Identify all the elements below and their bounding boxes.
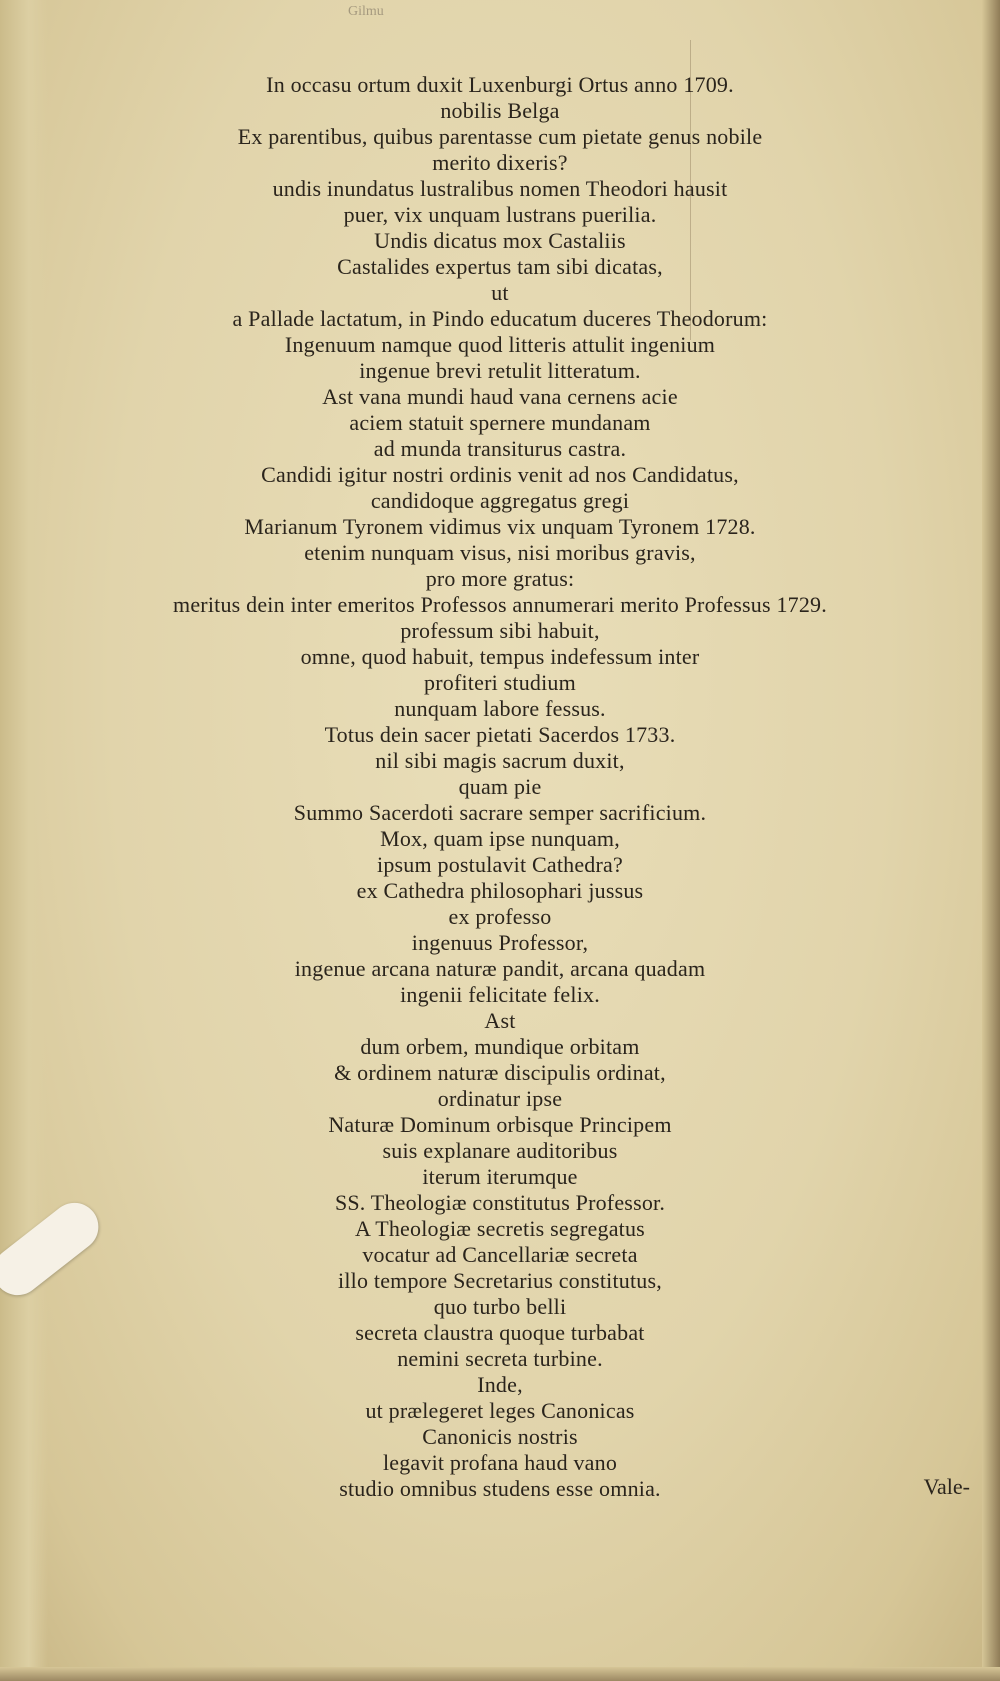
text-line: nemini secreta turbine. xyxy=(397,1346,603,1371)
text-line: candidoque aggregatus gregi xyxy=(370,488,630,513)
text-line: ingenuus Professor, xyxy=(411,930,589,955)
text-line: Candidi igitur nostri ordinis venit ad nos Candidatus, xyxy=(261,462,739,487)
text-line: Marianum Tyronem vidimus vix unquam Tyronem 1728. xyxy=(244,514,756,539)
text-line: ipsum postulavit Cathedra? xyxy=(377,852,623,877)
text-line: SS. Theologiæ constitutus Professor. xyxy=(334,1190,666,1215)
text-line: ut xyxy=(491,280,509,305)
text-line: undis inundatus lustralibus nomen Theodori hausit xyxy=(272,176,728,201)
text-line: Inde, xyxy=(477,1372,523,1397)
text-line: In occasu ortum duxit Luxenburgi Ortus anno 1709. xyxy=(266,72,734,97)
text-line: nunquam labore fessus. xyxy=(394,696,606,721)
text-line: Totus dein sacer pietati Sacerdos 1733. xyxy=(324,722,676,747)
text-line: profiteri studium xyxy=(424,670,576,695)
text-line: etenim nunquam visus, nisi moribus gravis, xyxy=(304,540,696,565)
text-line: quo turbo belli xyxy=(433,1294,567,1319)
text-line: omne, quod habuit, tempus indefessum inter xyxy=(300,644,700,669)
text-line: studio omnibus studens esse omnia. xyxy=(339,1476,661,1501)
text-line: suis explanare auditoribus xyxy=(382,1138,618,1163)
text-line: meritus dein inter emeritos Professos annumerari merito Professus 1729. xyxy=(173,592,827,617)
text-line: ut prælegeret leges Canonicas xyxy=(365,1398,635,1423)
text-line: ingenii felicitate felix. xyxy=(400,982,600,1007)
text-line: ordinatur ipse xyxy=(437,1086,563,1111)
text-line: & ordinem naturæ discipulis ordinat, xyxy=(334,1060,666,1085)
text-line: ingenue brevi retulit litteratum. xyxy=(359,358,641,383)
text-line: Castalides expertus tam sibi dicatas, xyxy=(337,254,663,279)
text-line: Ex parentibus, quibus parentasse cum pietate genus nobile xyxy=(237,124,763,149)
text-line: A Theologiæ secretis segregatus xyxy=(355,1216,645,1241)
text-line: Mox, quam ipse nunquam, xyxy=(380,826,620,851)
text-line: ingenue arcana naturæ pandit, arcana quadam xyxy=(294,956,706,981)
text-line: Ast xyxy=(484,1008,516,1033)
text-line: nil sibi magis sacrum duxit, xyxy=(375,748,625,773)
text-line: Naturæ Dominum orbisque Principem xyxy=(328,1112,672,1137)
text-line: puer, vix unquam lustrans puerilia. xyxy=(343,202,657,227)
header-mark: Gilmu xyxy=(348,4,384,19)
text-line: professum sibi habuit, xyxy=(400,618,600,643)
text-line: secreta claustra quoque turbabat xyxy=(355,1320,645,1345)
text-line: aciem statuit spernere mundanam xyxy=(349,410,651,435)
text-line: vocatur ad Cancellariæ secreta xyxy=(362,1242,638,1267)
catchword: Vale- xyxy=(923,1474,970,1499)
text-line: Ast vana mundi haud vana cernens acie xyxy=(322,384,678,409)
text-line: pro more gratus: xyxy=(425,566,575,591)
text-line: Summo Sacerdoti sacrare semper sacrificium. xyxy=(293,800,707,825)
text-line: nobilis Belga xyxy=(440,98,560,123)
text-line: Ingenuum namque quod litteris attulit ingenium xyxy=(284,332,716,357)
text-line: iterum iterumque xyxy=(422,1164,578,1189)
text-line: merito dixeris? xyxy=(432,150,568,175)
text-line: ad munda transiturus castra. xyxy=(373,436,627,461)
text-line: quam pie xyxy=(458,774,542,799)
text-line: ex professo xyxy=(448,904,552,929)
text-line: illo tempore Secretarius constitutus, xyxy=(338,1268,662,1293)
text-line: Canonicis nostris xyxy=(422,1424,578,1449)
text-line: ex Cathedra philosophari jussus xyxy=(356,878,644,903)
text-line: legavit profana haud vano xyxy=(382,1450,618,1475)
text-line: Undis dicatus mox Castaliis xyxy=(374,228,626,253)
text-line: a Pallade lactatum, in Pindo educatum duceres Theodorum: xyxy=(232,306,768,331)
text-line: dum orbem, mundique orbitam xyxy=(360,1034,640,1059)
